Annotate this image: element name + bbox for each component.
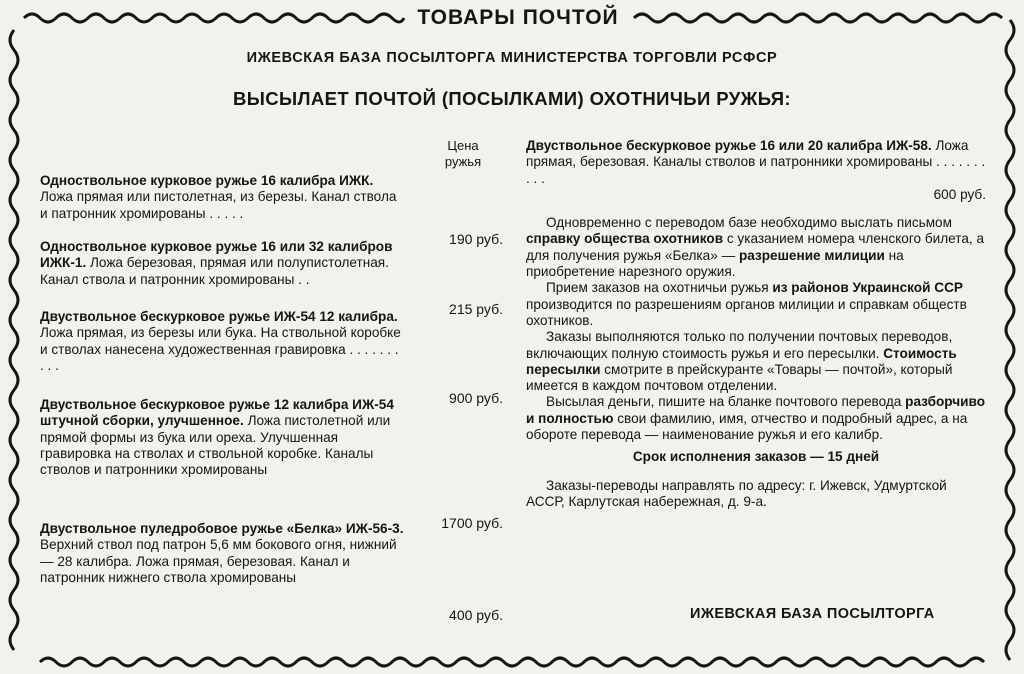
paragraph-documents: Одновременно с переводом базе необходимо выслать письмом справку общества охотников с указанием номера членского билета, а для получения ружья «Белка» — разрешение милиции на приобретение нарезного оружия. (526, 215, 985, 280)
item-desc: Ложа березовая, прямая или полупистолетная. Канал ствола и патронник хромированы . . (40, 255, 389, 287)
price-header-line-1: Цена (447, 138, 479, 153)
item-title: Одноствольное курковое ружье 16 или 32 калибров ИЖК-1. (40, 239, 393, 271)
left-column (40, 173, 405, 586)
item-izhk-1 (40, 239, 405, 309)
item-title: Двуствольное бескурковое ружье ИЖ-54 12 калибра. (40, 309, 398, 324)
item-desc: Ложа пистолетной или прямой формы из бука или ореха. Улучшенная гравировка на стволах и ствольной коробке. Каналы стволов и патронники хромированы (40, 413, 391, 478)
publisher-line: ИЖЕВСКАЯ БАЗА ПОСЫЛТОРГА МИНИСТЕРСТВА ТОРГОВЛИ РСФСР (246, 50, 778, 66)
item-desc: Верхний ствол под патрон 5,6 мм бокового огня, нижний — 28 калибра. Ложа прямая, березовая. Канал и патронник нижнего ствола хромированы (40, 537, 397, 585)
mailing-address: Заказы-переводы направлять по адресу: г. Ижевск, Удмуртской АССР, Карлутская набережная, д. 9-а. (526, 477, 947, 509)
header-title: ТОВАРЫ ПОЧТОЙ (410, 6, 626, 30)
price-izhk-1: 215 руб. (449, 301, 503, 317)
item-izhk (40, 173, 405, 239)
price-izh-54-custom: 1700 руб. (441, 515, 503, 531)
paragraph-ukraine: Прием заказов на охотничьи ружья из районов Украинской ССР производится по разрешениям органов милиции и справкам обществ охотников. (526, 280, 967, 328)
price-izh-56-3: 400 руб. (449, 607, 503, 623)
item-izh-54 (40, 309, 405, 397)
item-izh-58 (526, 138, 986, 187)
price-izhk: 190 руб. (449, 231, 503, 247)
deadline: Срок исполнения заказов — 15 дней (632, 449, 880, 465)
item-desc: Ложа прямая, березовая. Каналы стволов и патронники хромированы . . . . . . . . . . (526, 138, 986, 186)
item-title: Одноствольное курковое ружье 16 калибра ИЖК. (40, 173, 374, 188)
paragraph-payment: Заказы выполняются только по получении почтовых переводов, включающих полную стоимость ружья и его пересылки. Стоимость пересылки смотрите в прейскуранте «Товары — почтой», который имеется в каждом почтовом отделении. (526, 329, 957, 394)
item-title: Двуствольное бескурковое ружье 16 или 20 калибра ИЖ-58. (526, 138, 932, 153)
signature: ИЖЕВСКАЯ БАЗА ПОСЫЛТОРГА (690, 606, 935, 622)
item-izh-54-custom (40, 397, 405, 521)
item-title: Двуствольное бескурковое ружье 12 калибра ИЖ-54 штучной сборки, улучшенное. (40, 397, 394, 429)
item-izh-56-3 (40, 521, 405, 586)
price-izh-58: 600 руб. (933, 186, 986, 202)
headline: ВЫСЫЛАЕТ ПОЧТОЙ (ПОСЫЛКАМИ) ОХОТНИЧЬИ РУЖЬЯ: (233, 88, 791, 109)
right-column (526, 138, 986, 510)
item-desc: Ложа прямая или пистолетная, из березы. Канал ствола и патронник хромированы . . . . . (40, 189, 397, 221)
paragraph-address-instructions: Высылая деньги, пишите на бланке почтового перевода разборчиво и полностью свои фамилию, имя, отчество и подробный адрес, а на обороте перевода — наименование ружья и его калибр. (526, 394, 985, 443)
item-title: Двуствольное пуледробовое ружье «Белка» ИЖ-56-3. (40, 521, 404, 536)
price-izh-54: 900 руб. (449, 390, 503, 406)
item-desc: Ложа прямая, из березы или бука. На ствольной коробке и стволах нанесена художественная гравировка . . . . . . . . . . (40, 325, 401, 373)
price-header-line-2: ружья (444, 154, 482, 169)
price-column-header (428, 138, 498, 170)
